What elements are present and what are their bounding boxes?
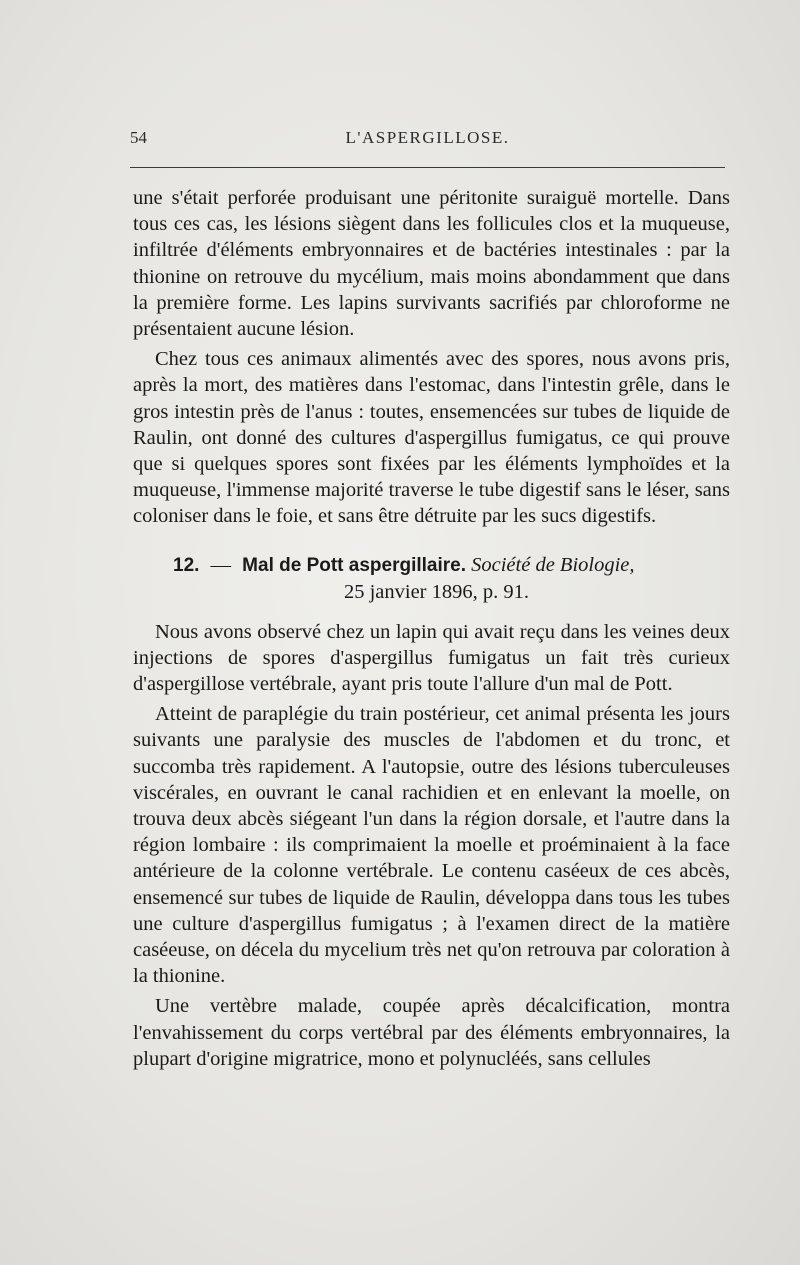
paragraph-observation: Nous avons observé chez un lapin qui avait reçu dans les veines deux injections de spores d'aspergillus fumigatus un fait très curieux d'aspergillose vertébrale, ayant pris toute l'allure d'un mal de Pott. — [133, 620, 730, 696]
body-text — [133, 185, 730, 1072]
section-title: Mal de Pott aspergillaire. — [242, 554, 467, 576]
page-header — [130, 128, 725, 152]
header-rule — [130, 167, 725, 168]
paragraph-vertebra: Une vertèbre malade, coupée après décalcification, montra l'envahissement du corps vertébral par des éléments embryonnaires, la plupart d'origine migratrice, mono et polynucléés, sans cellules — [133, 995, 730, 1070]
section-heading — [133, 552, 730, 605]
paragraph-autopsy: Atteint de paraplégie du train postérieur, cet animal présenta les jours suivants une paralysie des muscles de l'abdomen et du tronc, et succomba très rapidement. A l'autopsie, outre des lésions tuberculeuses viscérales, en ouvrant le canal rachidien et en enlevant la moelle, on trouva deux abcès siégeant l'un dans la région dorsale, et l'autre dans la région lombaire : ils comprimaient la moelle et proéminaient à la face antérieure de la colonne vertébrale. Le contenu caséeux de ces abcès, ensemencé sur tubes de liquide de Raulin, développa dans tous les tubes une culture d'aspergillus fumigatus ; à l'examen direct de la matière caséeuse, on décela du mycelium très net qu'on retrouva par coloration à la thionine. — [133, 703, 730, 988]
paragraph-spores: Chez tous ces animaux alimentés avec des spores, nous avons pris, après la mort, des matières dans l'estomac, dans l'intestin grêle, dans le gros intestin près de l'anus : toutes, ensemencées sur tubes de liquide de Raulin, ont donné des cultures d'aspergillus fumigatus, ce qui prouve que si quelques spores sont fixées par les éléments lymphoïdes et la muqueuse, l'immense majorité traverse le tube digestif sans le léser, sans coloniser dans le foie, et sans être détruite par les sucs digestifs. — [133, 348, 730, 528]
paragraph-continuation: une s'était perforée produisant une péritonite suraiguë mortelle. Dans tous ces cas, les lésions siègent dans les follicules clos et la muqueuse, infiltrée d'éléments embryonnaires et de bactéries intestinales : par la thionine on retrouve du mycélium, mais moins abondamment que dans la première forme. Les lapins survivants sacrifiés par chloroforme ne présentaient aucune lésion. — [133, 187, 730, 341]
section-date: 25 janvier 1896, p. 91. — [343, 580, 530, 603]
section-dash: — — [210, 553, 232, 576]
section-number: 12. — [173, 554, 200, 576]
section-source: Société de Biologie, — [471, 553, 635, 576]
section-heading-line1 — [133, 552, 730, 579]
running-head: L'ASPERGILLOSE. — [345, 128, 510, 147]
page-number: 54 — [130, 128, 147, 147]
